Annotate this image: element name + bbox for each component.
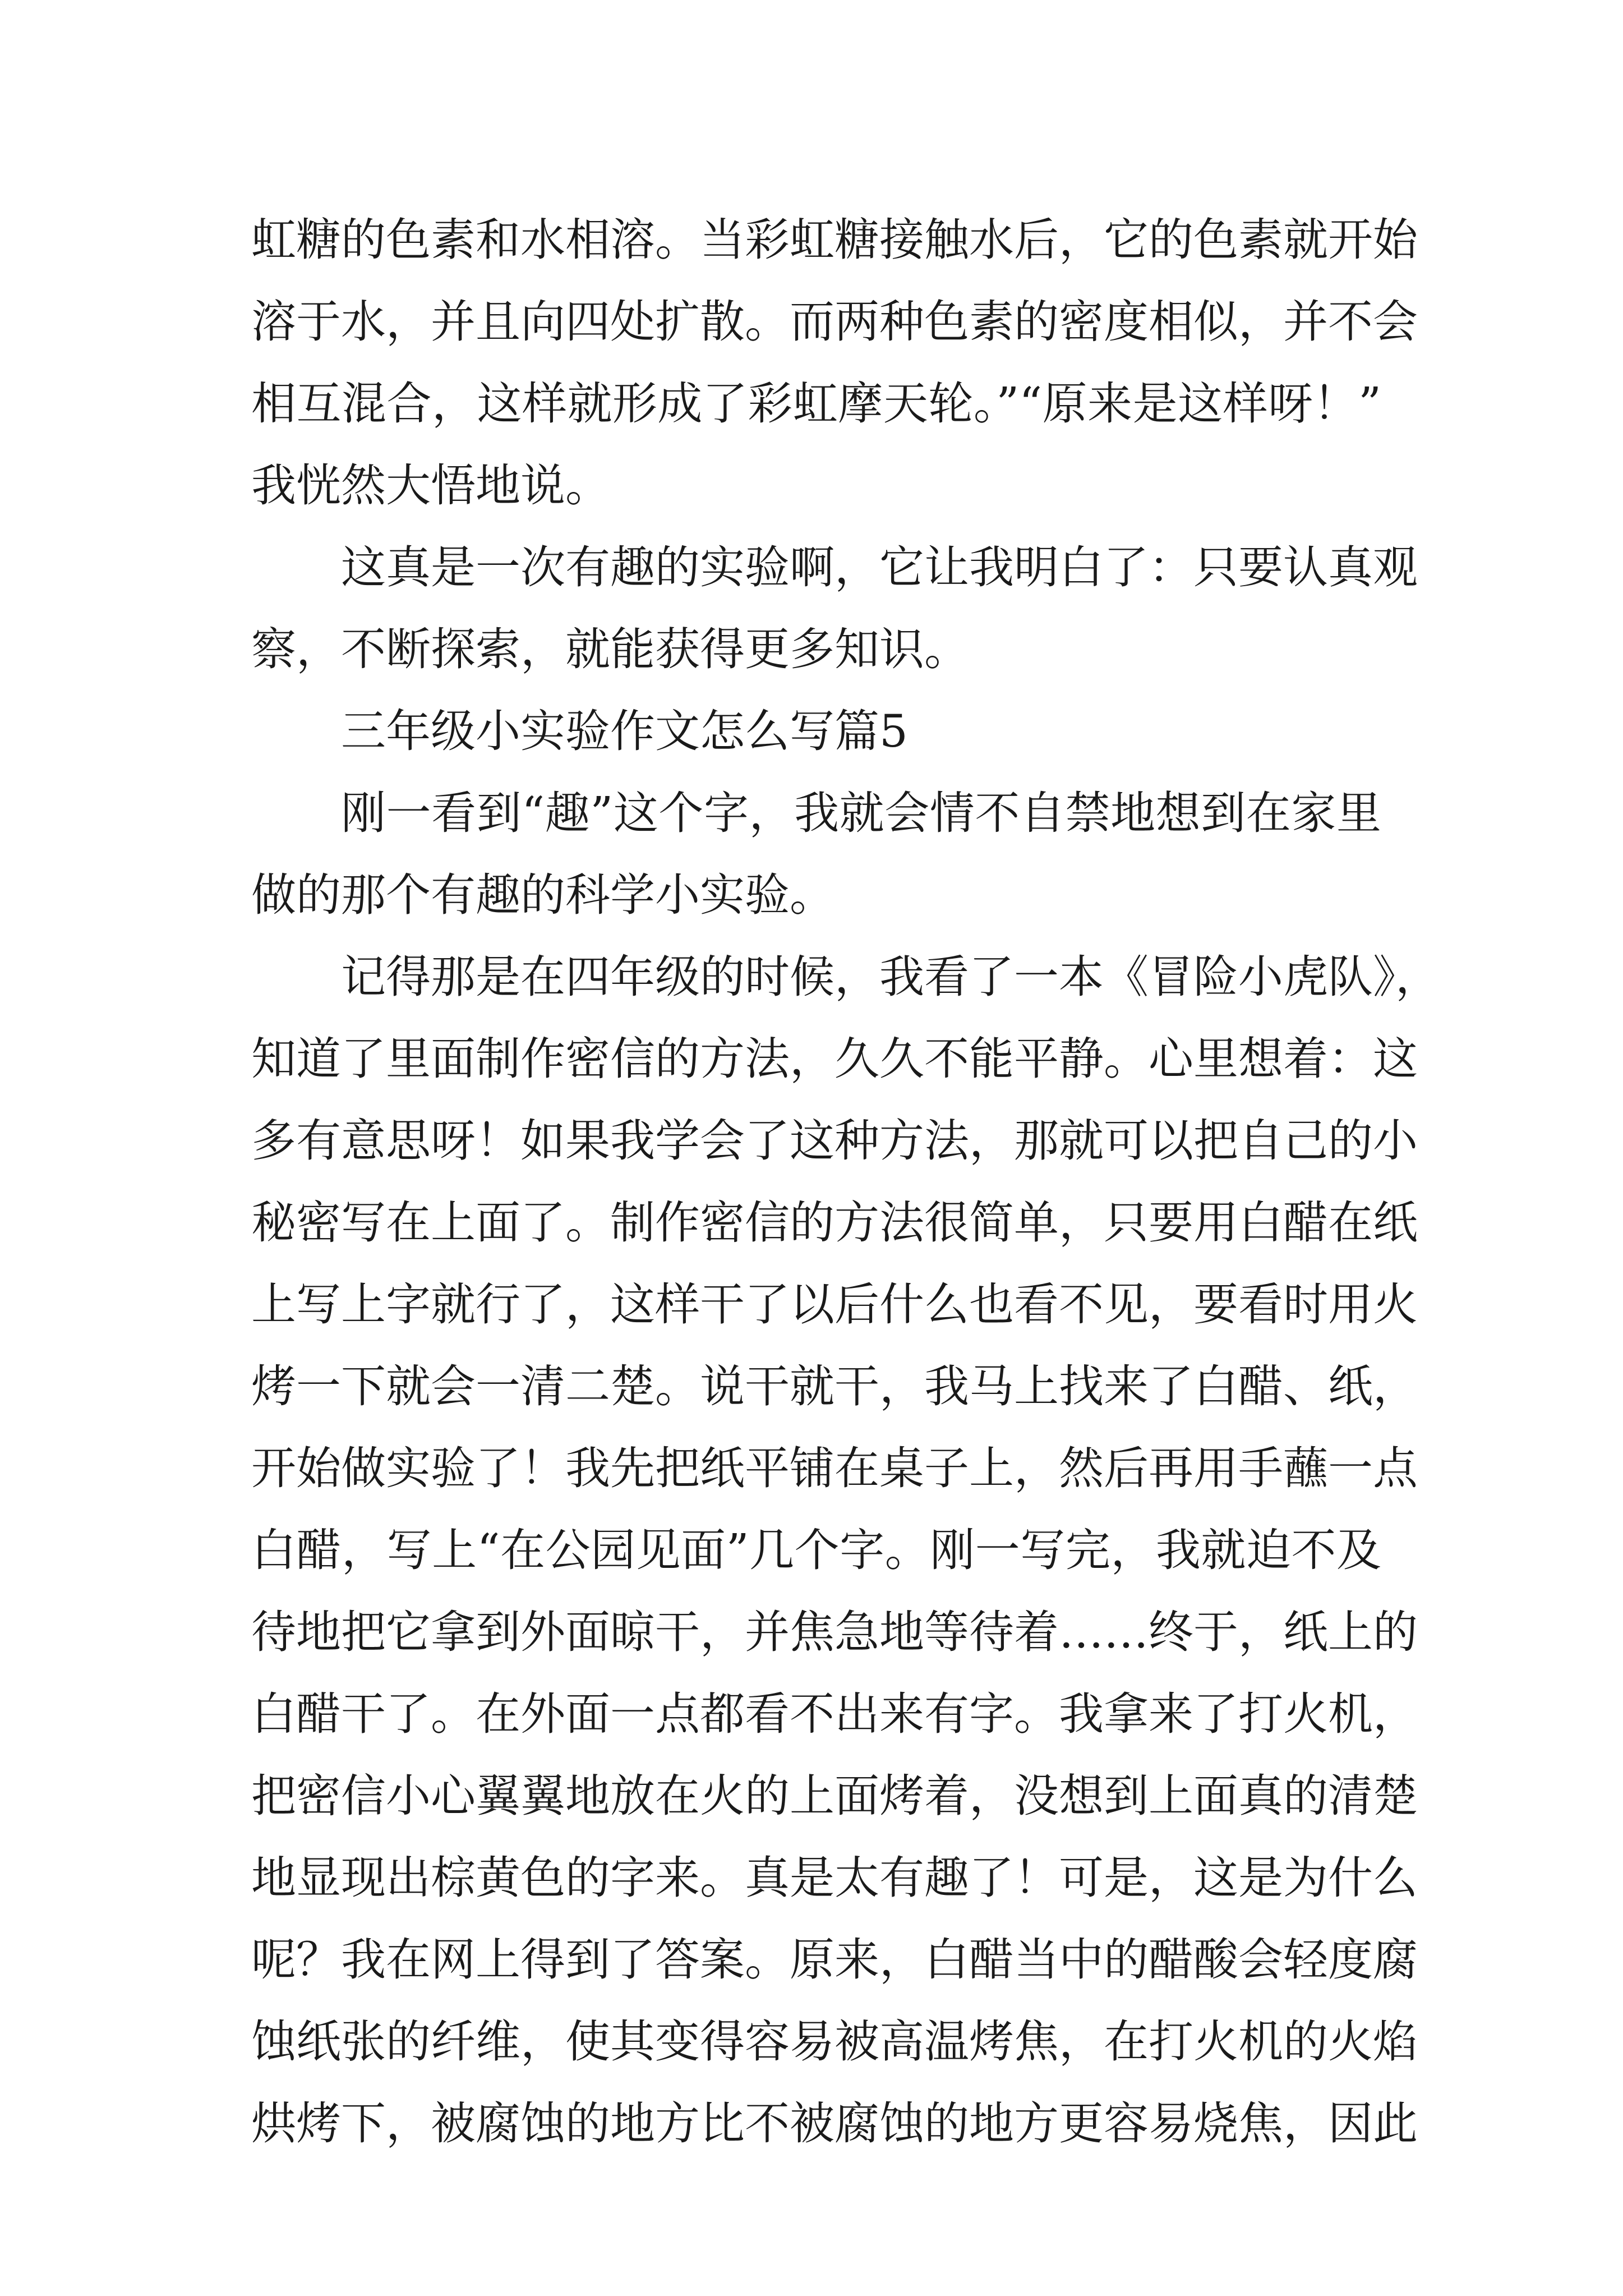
text-line: 知道了里面制作密信的方法，久久不能平静。心里想着：这 bbox=[251, 1033, 1418, 1085]
text-line: 这真是一次有趣的实验啊，它让我明白了：只要认真观 bbox=[341, 541, 1418, 593]
text-line: 蚀纸张的纤维，使其变得容易被高温烤焦，在打火机的火焰 bbox=[251, 2016, 1418, 2068]
text-line: 秘密写在上面了。制作密信的方法很简单，只要用白醋在纸 bbox=[251, 1197, 1418, 1249]
text-line: 虹糖的色素和水相溶。当彩虹糖接触水后，它的色素就开始 bbox=[251, 214, 1418, 266]
text-line: 烘烤下，被腐蚀的地方比不被腐蚀的地方更容易烧焦，因此 bbox=[251, 2097, 1418, 2150]
text-line: 刚一看到“趣”这个字，我就会情不自禁地想到在家里 bbox=[341, 787, 1381, 839]
body-text bbox=[251, 199, 1440, 2165]
text-line: 白醋，写上“在公园见面”几个字。刚一写完，我就迫不及 bbox=[251, 1524, 1381, 1576]
text-line: 相互混合，这样就形成了彩虹摩天轮。”“原来是这样呀！” bbox=[251, 378, 1381, 430]
text-line: 把密信小心翼翼地放在火的上面烤着，没想到上面真的清楚 bbox=[251, 1770, 1418, 1822]
text-line: 烤一下就会一清二楚。说干就干，我马上找来了白醋、纸， bbox=[251, 1360, 1418, 1412]
text-line: 察，不断探索，就能获得更多知识。 bbox=[251, 623, 969, 675]
text-line: 地显现出棕黄色的字来。真是太有趣了！可是，这是为什么 bbox=[251, 1852, 1418, 1904]
text-line: 我恍然大悟地说。 bbox=[251, 459, 610, 512]
text-line: 上写上字就行了，这样干了以后什么也看不见，要看时用火 bbox=[251, 1278, 1418, 1331]
text-line: 白醋干了。在外面一点都看不出来有字。我拿来了打火机， bbox=[251, 1688, 1418, 1740]
text-line: 待地把它拿到外面晾干，并焦急地等待着……终于，纸上的 bbox=[251, 1606, 1418, 1658]
text-line: 三年级小实验作文怎么写篇5 bbox=[341, 705, 908, 757]
text-line: 做的那个有趣的科学小实验。 bbox=[251, 869, 834, 921]
text-line: 溶于水，并且向四处扩散。而两种色素的密度相似，并不会 bbox=[251, 296, 1418, 348]
text-line: 开始做实验了！我先把纸平铺在桌子上，然后再用手蘸一点 bbox=[251, 1442, 1418, 1494]
text-line: 记得那是在四年级的时候，我看了一本《冒险小虎队》， bbox=[341, 951, 1440, 1003]
text-line: 呢？我在网上得到了答案。原来，白醋当中的醋酸会轻度腐 bbox=[251, 1934, 1418, 1986]
text-line: 多有意思呀！如果我学会了这种方法，那就可以把自己的小 bbox=[251, 1115, 1418, 1167]
